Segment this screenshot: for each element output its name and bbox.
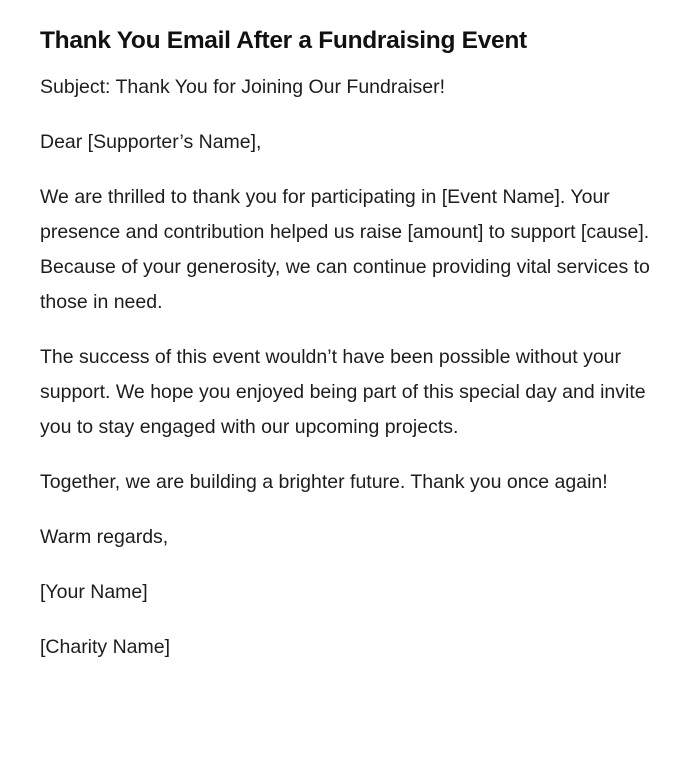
email-salutation: Dear [Supporter’s Name], <box>40 131 262 153</box>
sender-name: [Your Name] <box>40 581 148 603</box>
body-paragraph-2: The success of this event wouldn’t have been possible without your support. We hope you enjoyed being part of this special day and invite you to stay engaged with our upcoming projects. <box>40 346 646 438</box>
email-subject: Subject: Thank You for Joining Our Fundraiser! <box>40 76 446 98</box>
body-paragraph-3: Together, we are building a brighter future. Thank you once again! <box>40 471 608 493</box>
organization-name: [Charity Name] <box>40 636 171 658</box>
email-closing: Warm regards, <box>40 526 169 548</box>
document-title: Thank You Email After a Fundraising Event <box>40 27 527 54</box>
body-paragraph-1: We are thrilled to thank you for participating in [Event Name]. Your presence and contribution helped us raise [amount] to support [cause]. Because of your generosity, we can continue providing vital services to those in need. <box>40 186 650 313</box>
